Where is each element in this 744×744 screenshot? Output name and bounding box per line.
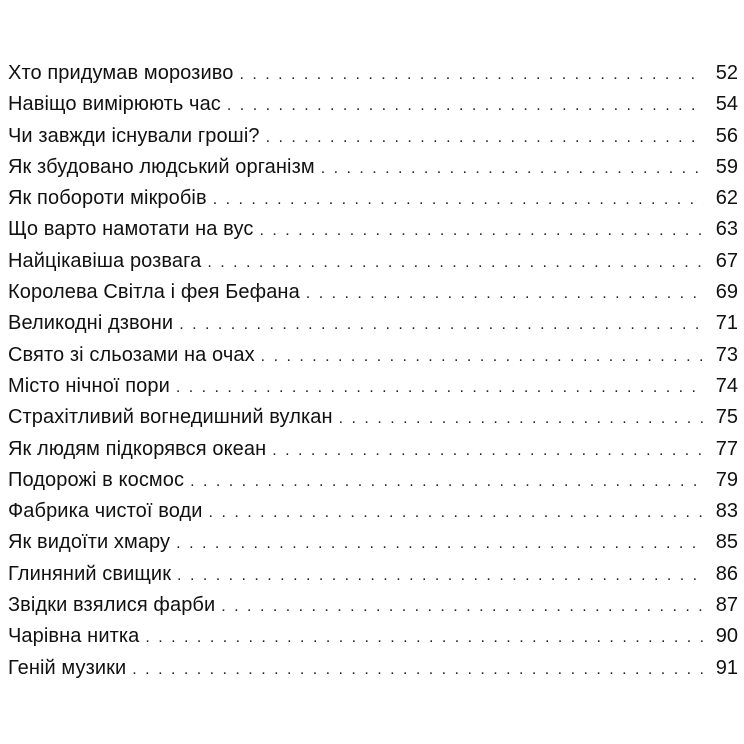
- toc-entry-title: Місто нічної пори: [8, 374, 170, 397]
- toc-entry-title: Великодні дзвони: [8, 312, 174, 335]
- dot-leader: [321, 153, 704, 184]
- toc-entry-title: Чи завжди існували гроші?: [8, 124, 260, 147]
- toc-entry: [8, 152, 738, 183]
- toc-entry-title: Чарівна нитка: [8, 625, 140, 648]
- dot-leader: [261, 341, 704, 372]
- toc-entry: [8, 58, 738, 89]
- toc-entry: [8, 246, 738, 277]
- toc-entry: [8, 340, 738, 371]
- toc-entry: [8, 121, 738, 152]
- toc-entry: [8, 590, 738, 621]
- toc-entry: [8, 496, 738, 527]
- toc-entry: [8, 308, 738, 339]
- dot-leader: [179, 309, 704, 340]
- toc-entry-page: 69: [715, 281, 738, 304]
- toc-entry-page: 62: [715, 187, 738, 210]
- dot-leader: [221, 591, 704, 622]
- dot-leader: [145, 622, 704, 653]
- toc-entry: [8, 402, 738, 433]
- toc-entry-title: Як людям підкорявся океан: [8, 437, 267, 460]
- toc-entry: [8, 89, 738, 120]
- dot-leader: [177, 560, 704, 591]
- dot-leader: [190, 466, 704, 497]
- dot-leader: [213, 184, 704, 215]
- toc-entry-title: Глиняний свищик: [8, 562, 172, 585]
- toc-entry-page: 86: [715, 562, 738, 585]
- toc-entry-title: Як збудовано людський організм: [8, 155, 315, 178]
- toc-entry-page: 74: [715, 374, 738, 397]
- table-of-contents: [8, 58, 738, 684]
- toc-entry-page: 59: [715, 155, 738, 178]
- toc-entry-title: Хто придумав морозиво: [8, 62, 234, 84]
- toc-entry-title: Свято зі сльозами на очах: [8, 343, 255, 366]
- toc-entry: [8, 653, 738, 684]
- dot-leader: [176, 528, 704, 559]
- toc-entry-title: Подорожі в космос: [8, 468, 185, 491]
- toc-entry: [8, 465, 738, 496]
- toc-entry-page: 67: [715, 249, 738, 272]
- toc-entry-page: 77: [715, 437, 738, 460]
- toc-entry-title: Королева Світла і фея Бефана: [8, 281, 300, 304]
- toc-entry-page: 56: [715, 124, 738, 147]
- toc-entry: [8, 371, 738, 402]
- toc-entry-title: Найцікавіша розвага: [8, 249, 202, 272]
- dot-leader: [259, 215, 704, 246]
- toc-entry-page: 73: [715, 343, 738, 366]
- toc-entry-page: 85: [715, 531, 738, 554]
- toc-entry-page: 54: [715, 93, 738, 116]
- dot-leader: [239, 59, 704, 90]
- toc-entry-page: 71: [715, 312, 738, 335]
- toc-entry-page: 90: [715, 625, 738, 648]
- toc-entry-title: Страхітливий вогнедишний вулкан: [8, 406, 333, 429]
- dot-leader: [306, 278, 704, 309]
- toc-entry-page: 63: [715, 218, 738, 241]
- toc-entry-page: 87: [715, 594, 738, 617]
- dot-leader: [339, 403, 704, 434]
- toc-entry: [8, 214, 738, 245]
- dot-leader: [176, 372, 704, 403]
- dot-leader: [227, 90, 704, 121]
- toc-entry-title: Що варто намотати на вус: [8, 218, 254, 241]
- toc-entry: [8, 527, 738, 558]
- toc-entry-page: 91: [715, 656, 738, 679]
- toc-entry-page: 52: [715, 62, 738, 84]
- toc-entry-page: 79: [715, 468, 738, 491]
- toc-entry-title: Як видоїти хмару: [8, 531, 171, 554]
- toc-entry-page: 75: [715, 406, 738, 429]
- toc-entry-title: Звідки взялися фарби: [8, 594, 216, 617]
- toc-entry-page: 83: [715, 500, 738, 523]
- dot-leader: [132, 654, 704, 685]
- toc-entry-title: Геній музики: [8, 656, 127, 679]
- toc-entry-title: Навіщо вимірюють час: [8, 93, 221, 116]
- toc-entry: [8, 621, 738, 652]
- toc-entry: [8, 559, 738, 590]
- toc-entry: [8, 277, 738, 308]
- toc-entry: [8, 434, 738, 465]
- dot-leader: [209, 497, 704, 528]
- dot-leader: [207, 247, 704, 278]
- dot-leader: [266, 122, 704, 153]
- toc-entry-title: Як побороти мікробів: [8, 187, 207, 210]
- toc-entry: [8, 183, 738, 214]
- dot-leader: [272, 435, 704, 466]
- toc-entry-title: Фабрика чистої води: [8, 500, 203, 523]
